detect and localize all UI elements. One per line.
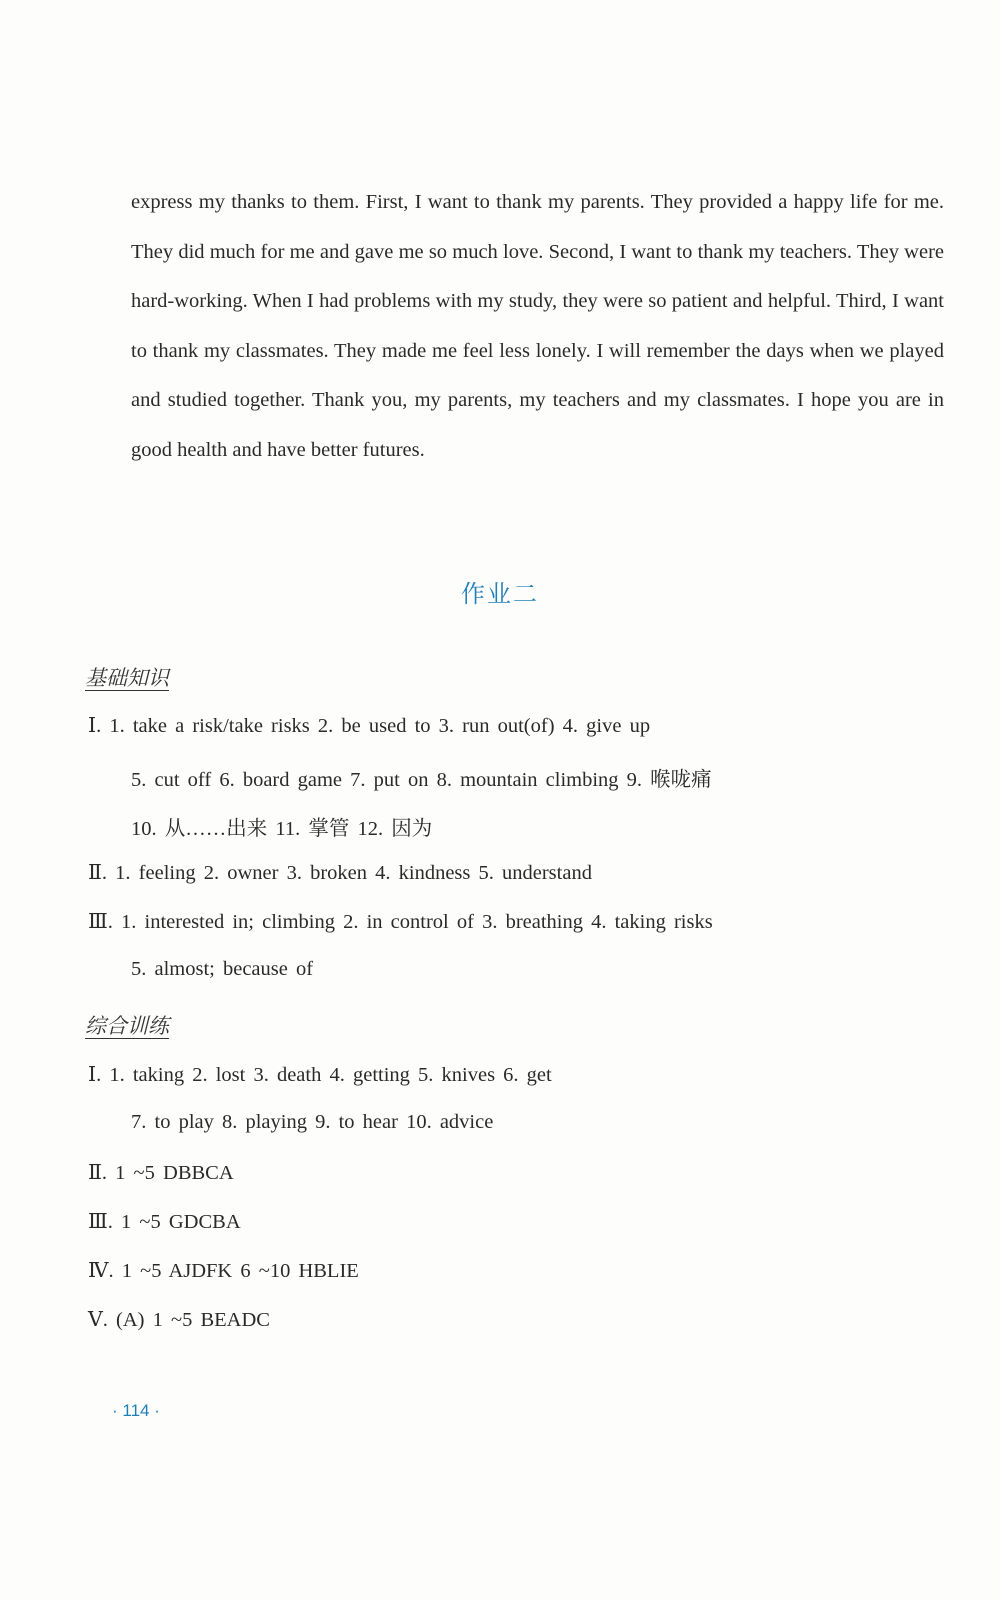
basics-line-2: 5. cut off 6. board game 7. put on 8. mountain climbing 9. 喉咙痛: [131, 769, 712, 791]
basics-line-3: 10. 从……出来 11. 掌管 12. 因为: [131, 818, 433, 840]
essay-paragraph: [131, 178, 944, 475]
section-title: 作业二: [461, 580, 539, 608]
basics-line-5: Ⅲ. 1. interested in; climbing 2. in control of 3. breathing 4. taking risks: [88, 911, 713, 933]
training-line-4: Ⅲ. 1 ~5 GDCBA: [88, 1211, 241, 1233]
basics-line-1: Ⅰ. 1. take a risk/take risks 2. be used to 3. run out(of) 4. give up: [88, 715, 651, 737]
basics-line-4: Ⅱ. 1. feeling 2. owner 3. broken 4. kindness 5. understand: [88, 862, 592, 884]
training-line-5: Ⅳ. 1 ~5 AJDFK 6 ~10 HBLIE: [88, 1260, 359, 1282]
training-line-3: Ⅱ. 1 ~5 DBBCA: [88, 1162, 234, 1184]
training-line-1: Ⅰ. 1. taking 2. lost 3. death 4. getting 5. knives 6. get: [88, 1064, 552, 1086]
basics-line-6: 5. almost; because of: [131, 958, 314, 980]
training-line-2: 7. to play 8. playing 9. to hear 10. advice: [131, 1111, 494, 1133]
training-heading: 综合训练: [85, 1014, 169, 1038]
basics-heading: 基础知识: [85, 666, 169, 690]
training-line-6: Ⅴ. (A) 1 ~5 BEADC: [88, 1309, 270, 1331]
essay-text: express my thanks to them. First, I want to thank my parents. They provided a happy life for me. They did much for me and gave me so much love. Second, I want to thank my teachers. They were hard-working. When I had problems with my study, they were so patient and helpful. Third, I want to thank my classmates. They made me feel less lonely. I will remember the days when we played and studied together. Thank you, my parents, my teachers and my classmates. I hope you are in good health and have better futures.: [131, 191, 944, 461]
page-number: · 114 ·: [112, 1401, 160, 1420]
